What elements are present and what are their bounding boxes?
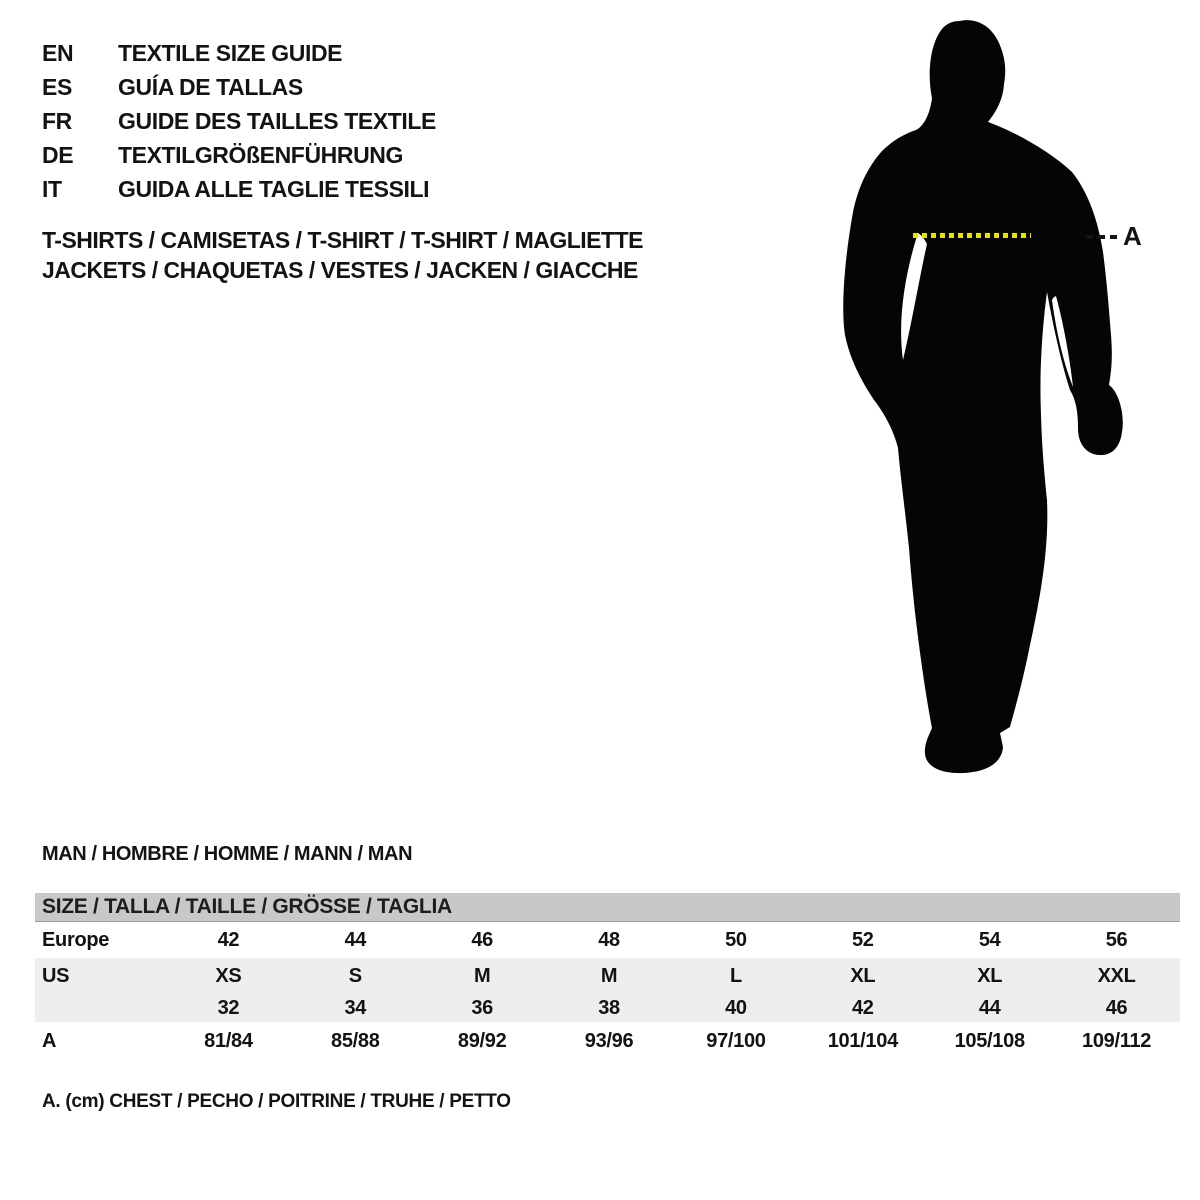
size-cell: XXL: [1097, 964, 1136, 987]
language-row: [42, 108, 436, 142]
product-line-tshirts: T-SHIRTS / CAMISETAS / T-SHIRT / T-SHIRT / MAGLIETTE: [42, 227, 643, 253]
size-cell: 46: [471, 928, 494, 951]
row-label: A: [42, 1029, 57, 1052]
size-cell: 81/84: [204, 1029, 253, 1052]
size-cell: 38: [598, 996, 620, 1019]
man-silhouette: [843, 20, 1123, 773]
size-cell: L: [729, 964, 742, 987]
row-label: Europe: [42, 928, 110, 951]
size-cell: 42: [851, 996, 874, 1019]
size-cell: 44: [344, 928, 367, 951]
language-title: TEXTILGRÖßENFÜHRUNG: [118, 142, 403, 168]
measure-callout-dashes: [1086, 235, 1119, 239]
size-cell: 93/96: [584, 1029, 634, 1052]
measure-label-a: A: [1123, 221, 1142, 251]
size-cell: 85/88: [331, 1029, 380, 1052]
language-title: TEXTILE SIZE GUIDE: [118, 40, 343, 66]
language-row: [42, 40, 436, 74]
language-title: GUIDE DES TAILLES TEXTILE: [118, 108, 436, 134]
table-row-chest: [35, 1022, 1180, 1060]
product-line-jackets: JACKETS / CHAQUETAS / VESTES / JACKEN / GIACCHE: [42, 257, 638, 283]
chest-measure-line: [913, 233, 1031, 238]
size-cell: 105/108: [954, 1029, 1025, 1052]
size-cell: XS: [215, 964, 242, 987]
language-title: GUÍA DE TALLAS: [118, 74, 303, 100]
table-row-us: [35, 958, 1180, 994]
table-row-europe: [35, 922, 1180, 958]
language-header-block: [42, 40, 436, 210]
size-cell: 46: [1105, 996, 1128, 1019]
size-cell: 32: [217, 996, 240, 1019]
table-row-numeric: [35, 994, 1180, 1022]
size-cell: 89/92: [457, 1029, 507, 1052]
language-row: [42, 74, 436, 108]
size-cell: 109/112: [1082, 1029, 1152, 1052]
size-cell: 48: [598, 928, 620, 951]
size-cell: 42: [217, 928, 240, 951]
language-code: ES: [42, 74, 72, 100]
language-code: IT: [42, 176, 62, 202]
size-cell: 52: [851, 928, 874, 951]
size-cell: 101/104: [827, 1029, 898, 1052]
size-cell: 36: [471, 996, 494, 1019]
measurement-footnote: A. (cm) CHEST / PECHO / POITRINE / TRUHE / PETTO: [42, 1091, 511, 1112]
size-cell: XL: [977, 964, 1003, 987]
size-cell: XL: [850, 964, 876, 987]
size-cell: M: [600, 964, 618, 987]
size-cell: M: [474, 964, 491, 987]
size-cell: 97/100: [706, 1029, 766, 1052]
size-cell: 50: [725, 928, 747, 951]
size-table: [35, 893, 1180, 1060]
row-label: US: [42, 964, 70, 987]
language-row: [42, 142, 436, 176]
language-code: DE: [42, 142, 74, 168]
size-cell: 56: [1105, 928, 1128, 951]
table-header-bar: SIZE / TALLA / TAILLE / GRÖSSE / TAGLIA: [35, 893, 1180, 922]
size-cell: 44: [978, 996, 1001, 1019]
language-code: FR: [42, 108, 72, 134]
language-title: GUIDA ALLE TAGLIE TESSILI: [118, 176, 430, 202]
product-category-block: [42, 225, 643, 285]
size-cell: 34: [344, 996, 367, 1019]
language-code: EN: [42, 40, 74, 66]
size-cell: S: [348, 964, 362, 987]
size-figure: [820, 0, 1200, 800]
size-cell: 54: [978, 928, 1001, 951]
section-title-man: MAN / HOMBRE / HOMME / MANN / MAN: [42, 843, 413, 865]
language-row: [42, 176, 436, 210]
size-cell: 40: [725, 996, 747, 1019]
